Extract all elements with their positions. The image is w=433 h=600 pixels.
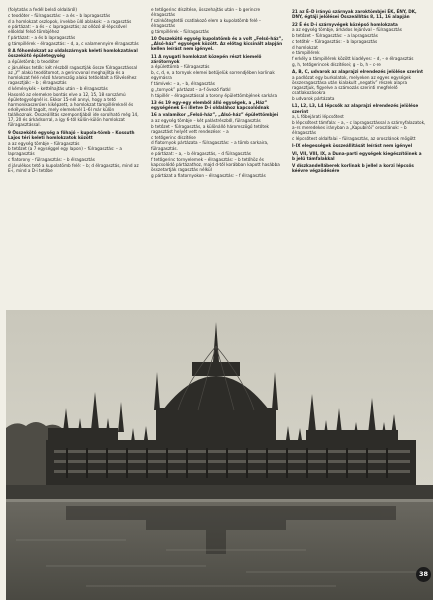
parliament-photo xyxy=(6,310,433,600)
paragraph: c tetőtér – fülragasztás: – b lapragasztás xyxy=(292,38,378,44)
paragraph: f pártázat: – a és b lapragasztás xyxy=(8,35,76,41)
paragraph: c lépcsőtest oldalfalai – fülragasztás, az oroszlánok mögött xyxy=(292,136,416,142)
paragraph: a az egység tömbje – fülragasztás xyxy=(8,140,80,146)
section-heading: I–IX elegességek összeállítását leírást nem igényel xyxy=(292,143,413,149)
text-column-1 xyxy=(8,7,140,174)
paragraph: g, h, tetőgerincek díszítései; g – b, h – c-re xyxy=(292,62,381,68)
paragraph: c járulékos tetők: két részből ragasztják össze fülragasztással az „Y” alakú teodótomot, a gerincvonal meghajlítja és a homlokzat felé néző háromszög alakú tetőoldalt a fölvéséhez ragasztják: – b ; élragasztás xyxy=(8,64,138,86)
section-heading: VI, VII, VIII, IX, a Duna-parti egységek kiegészítőinek a b jelű támfalakkal xyxy=(292,150,422,161)
paragraph: f színkötegtetői csatlakozó elem a kupolatömb felé – élragasztás xyxy=(151,17,261,28)
page-number: 38 xyxy=(416,567,431,582)
paragraph: b udvarok pártázata xyxy=(292,96,335,102)
paragraph: f tetőgerinc tornyelemek – élragasztás: – b tetőhöz és kapcsolódó pártázathoz, majd d-től korábban kapott hasábba összetartják ragasztás nélkül xyxy=(151,157,280,173)
text-column-2 xyxy=(151,7,284,179)
section-heading: 21 az É–D irányú szárnyak zaroktömbjei ÉK, ÉNY, DK, DNY, égtáji jelölései Összeállítás 8, 11, 16 alapján xyxy=(292,9,417,20)
section-heading: 10 Összekötő egység kupolatömb és a volt „Felső-ház”, „Alsó-ház” egységek között. Az előtag kicsinált alapján kellen leírást nem igényel. xyxy=(151,36,283,52)
paragraph: g támpillérek – fülragasztás xyxy=(151,28,209,34)
paragraph: d járulékos tető a kupolatömb felé: – b; d élragasztás, mind az E-i, mind a D-i tetőbe xyxy=(8,162,139,174)
paragraph: (folytatás a fedél belső oldaláról) xyxy=(8,7,78,12)
paragraph: a az egység tömbje – két palástrészből, fülragasztás xyxy=(151,118,261,124)
section-heading: 13 és 19 egy-egy elemből álló egységek, a „Ház” egységének E-i illetve D-i oldalához kapcsolódnak xyxy=(151,99,270,110)
paragraph: a az egység tömbje, árkádos lejáróval – fülragasztás xyxy=(292,27,402,33)
paragraph: b tetőzet – fülragasztás, a különálló háromszögű tetőtek ragasztást helyét vett rendezése: – a xyxy=(151,123,269,134)
paragraph: b lépcsőtest támfala: – a, – c lapragasztással a szárnyfalazatok, a–rs meredekes irányban a „Kapubírói” oroszlánok: – b élragasztás xyxy=(292,120,426,136)
paragraph: a padlózat egy burkolatok, melyeken az egyes egységek összeragasztása után kialakult „negatív” részek alapra ragasztjuk, figyelve a számozás szerinti megfelelő csatlakozásokra xyxy=(292,75,411,96)
paragraph: g támpillérek – élragasztás: – d, a, c valamennyire élragasztás xyxy=(8,41,139,46)
paragraph: b tetőzet – fülragasztás: – a lapragasztás xyxy=(292,33,378,39)
section-heading: 8 A főhomlokzat az oldalszárnyak keleti homlokzatával összekötő épületegység xyxy=(8,48,138,59)
paragraph: Hasonló az elemekre bontás elve a 12, 15, 18 sorszámú épületegységnél is. Ekkor 15-nél annyi, hogy a tető harmonikaszerűen kiképzett, a homlokzat támpilléreknél és erkélyeknél tagolt, mely elemeknél 1–6l már külön találkoznak. Összeállítás szempontjából ide sorolható még 14, 17, 20 és árkádsorral, a így 6-től külön-külön homlokzat fülragasztással. xyxy=(8,91,139,128)
paragraph: g pártázat a fiatornyokon – élragasztás: – f élragasztás xyxy=(151,173,266,179)
paragraph: g „tornyok” pártázat – a–f övező fiatkl xyxy=(151,86,231,92)
paragraph: f erkély a támpillérek között kiadéyes: – d, – e élragasztás xyxy=(292,56,414,62)
paragraph: d fiatornyok pártázata – fülragasztás: – a tömb sarkaira, fülragasztás. xyxy=(151,140,269,151)
paragraph: a épületömb; b teodóter xyxy=(8,59,60,65)
section-heading: L1, L2, L3, L4 lépcsők az alaprajzi elrendezés jelölése szerint xyxy=(292,103,419,114)
paragraph: a épülettömb – fülragasztás xyxy=(151,64,210,70)
paragraph: e pártázat: – a és – c lapragasztás; az ollózó ál-lépcsővel előoldal felső tömbjéhez xyxy=(8,24,127,35)
paragraph: c tetőgerinc díszítése xyxy=(151,134,196,140)
paragraph: b, c, d, e, a tornyok elemei betűjelük sorrendjében korlinak egymásra xyxy=(151,70,275,81)
section-heading: V díszkandelláberek korlinak b jellel a korzi lépcsős kéévre végzödésére xyxy=(292,163,414,174)
paragraph: h tápillér – élragasztással a torony épülettömbjének sarkára xyxy=(151,92,278,98)
paragraph: e tetőgerinc díszítése, összehajtás után – b gerincre élragasztás xyxy=(151,7,261,18)
paragraph: d homlokzat xyxy=(292,44,318,50)
paragraph: f támívek: – a, – b, élragasztás xyxy=(151,81,215,87)
section-heading: 22 É és D-i szárnyvégek középső homlokzata xyxy=(292,21,398,27)
paragraph: c fiatorony – fülragasztás: – b élragasztás xyxy=(8,157,95,163)
paragraph: c teodóter – fülragasztás: – a és – b lapragasztás xyxy=(8,12,111,18)
paragraph: d a homlokzat oszlopok, írvekbe ülő ablakok: – a ragasztás xyxy=(8,18,132,24)
section-heading: 11 A nyugati homlokzat közepén részt kiemelő zárótornyok xyxy=(151,53,262,64)
paragraph: e pártázat: – a, – b élragasztás, – d fülragasztás xyxy=(151,151,251,157)
section-heading: 9 Összekötő egység a főhajó – kupola-tömb – Kossuth Lajos téri keleti homlokzatok között xyxy=(8,129,135,140)
paragraph: e támpillérek xyxy=(292,50,320,56)
paragraph: b tetőzet (a 7 egységgel egy lapon) – fülragasztás: – a lapragasztás xyxy=(8,146,122,157)
section-heading: 16 a valamikor „Felső-ház”, „Alsó-ház” épülettömbjei xyxy=(151,112,279,118)
paragraph: d kéménykék – kettéhajtás után – b élragasztás xyxy=(8,86,108,91)
section-heading: A, B, C, udvarok az alaprajzi elrendezés jelölése szerint xyxy=(292,69,424,75)
text-column-3 xyxy=(292,7,426,174)
paragraph: a, L főbejárati lépcsőtest xyxy=(292,114,344,120)
